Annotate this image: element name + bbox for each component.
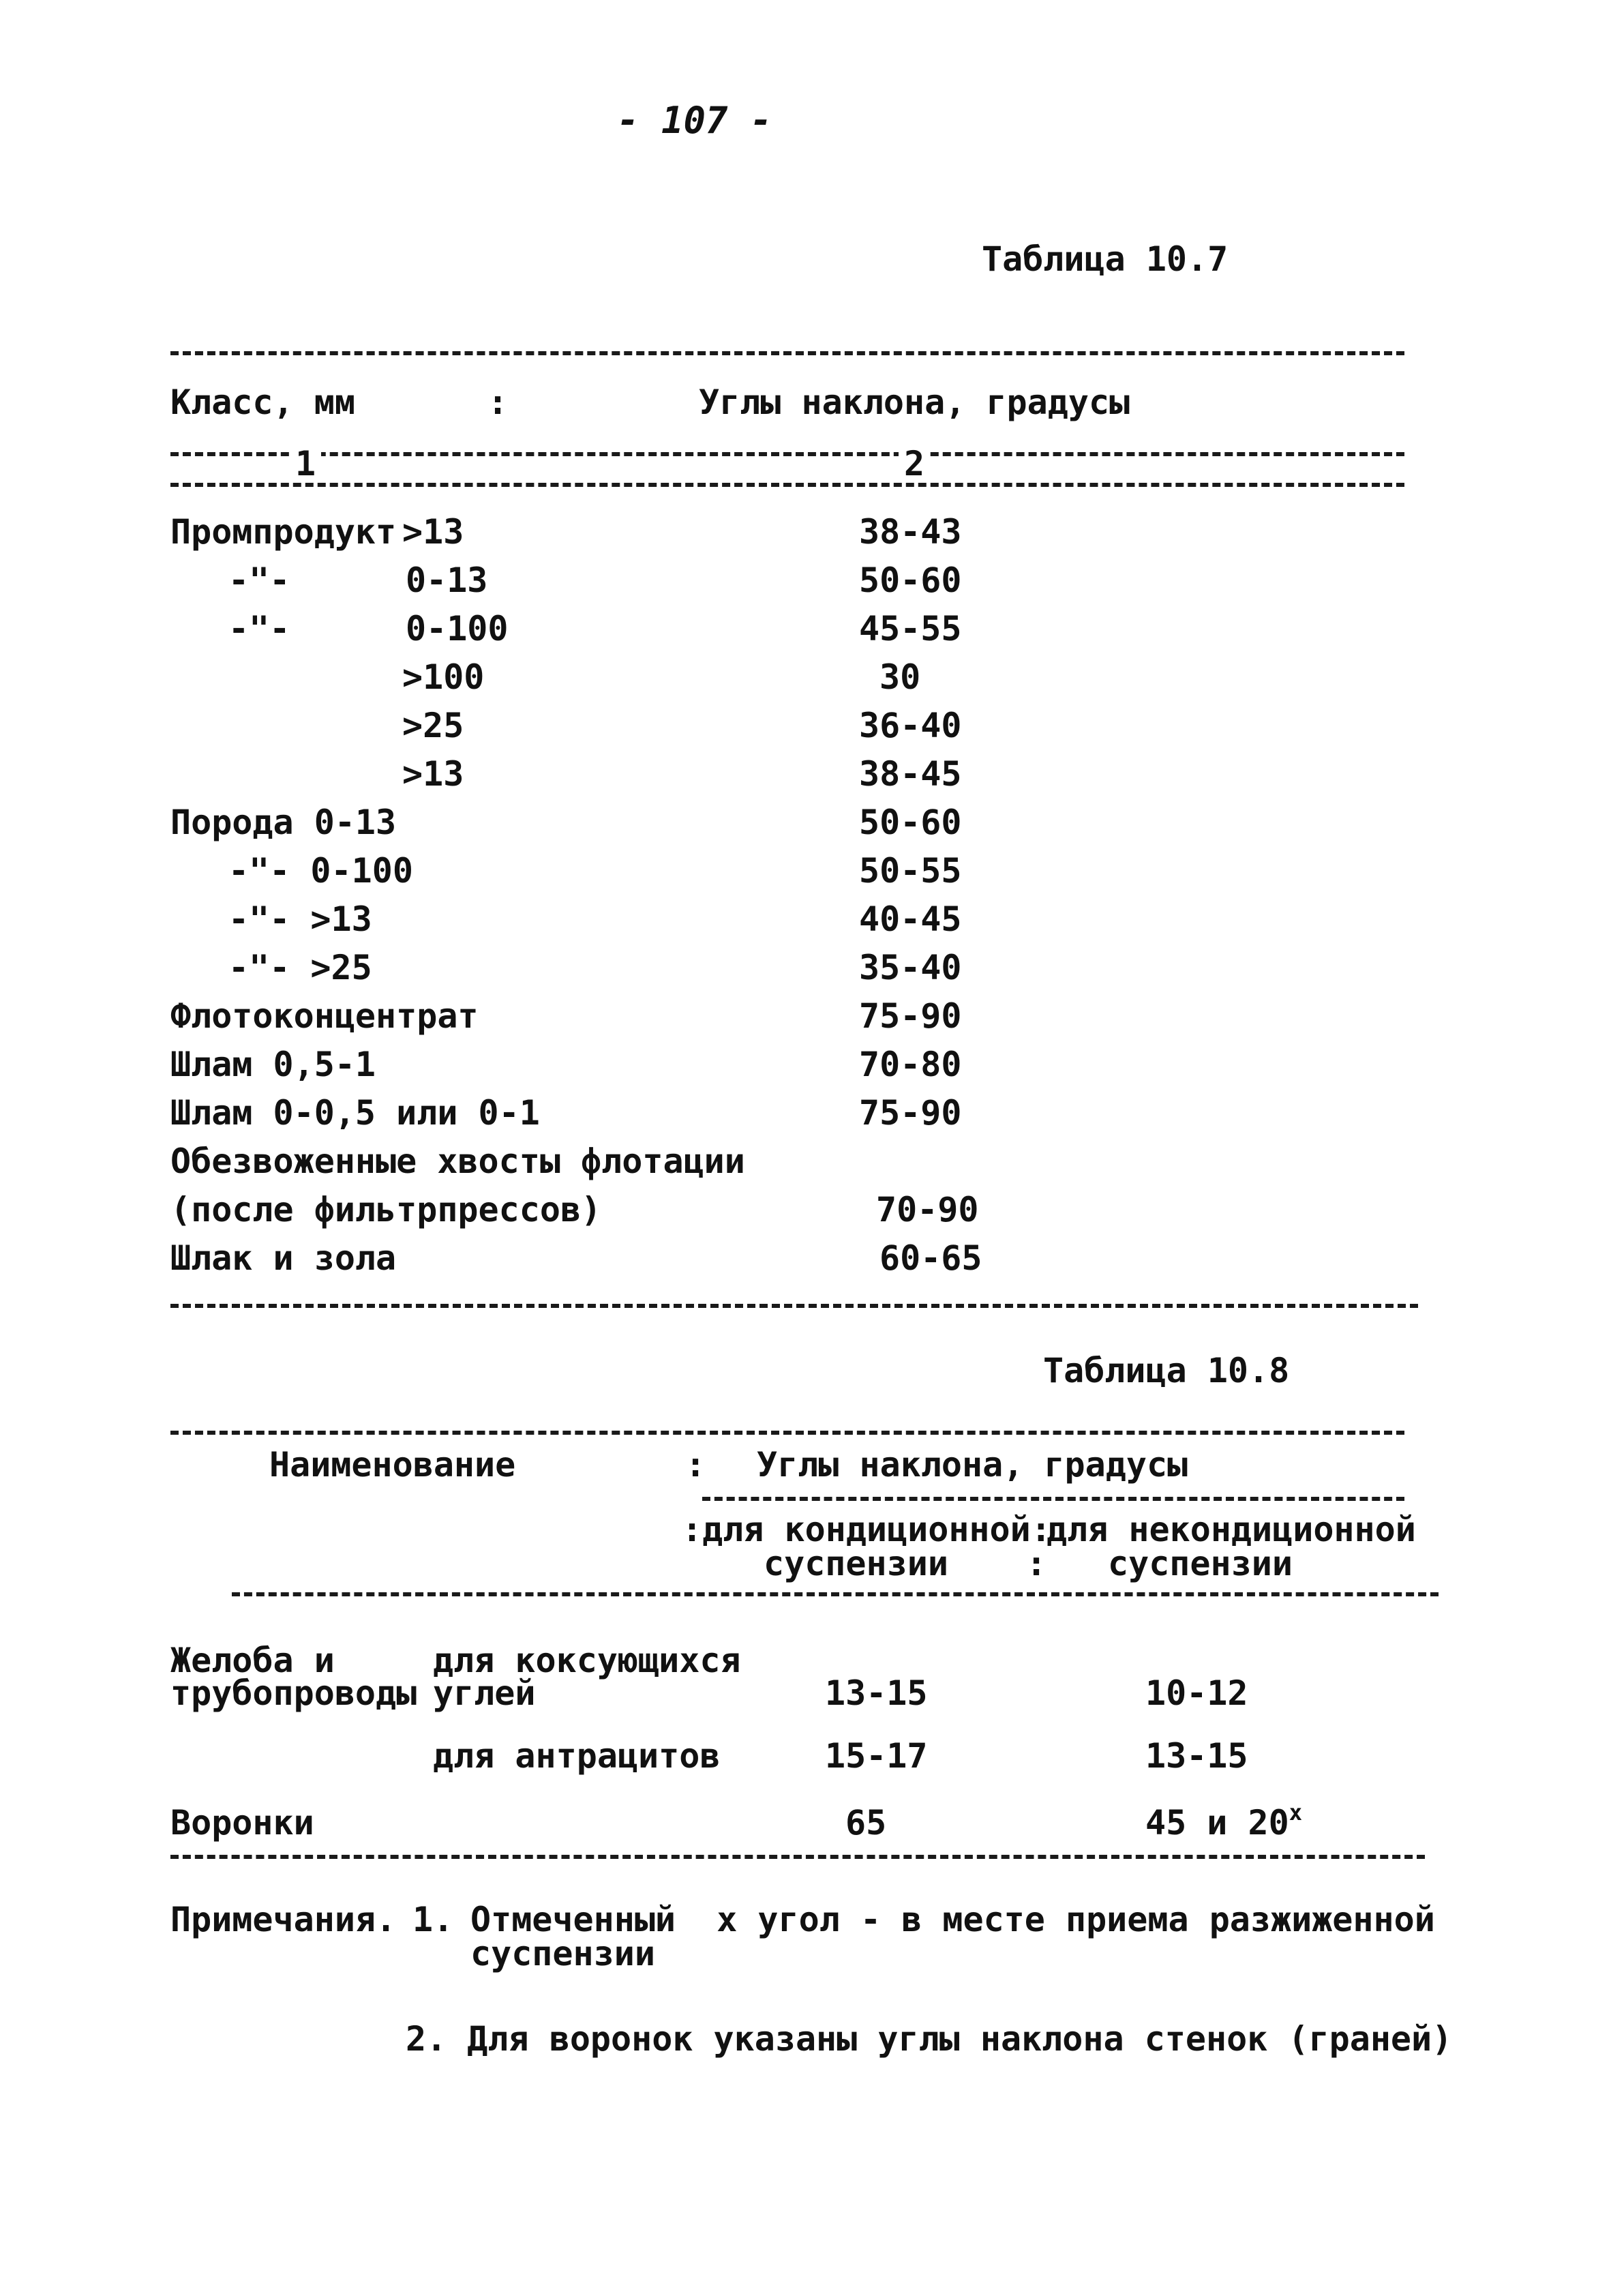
table-10-7-col1-number: 1 [290, 447, 321, 481]
table-10-7-top-rule [170, 351, 1404, 355]
row-angle: 30 [879, 657, 921, 697]
table-10-8-sub1-line1: :для кондиционной: [682, 1510, 1051, 1549]
table-10-7-caption: Таблица 10.7 [982, 239, 1229, 279]
row-angle: 50-55 [859, 851, 962, 891]
table-10-8-header-separator: : [685, 1445, 706, 1485]
row-class: 0-13 [406, 561, 488, 600]
row-name: Шлак и зола [170, 1238, 397, 1278]
row-value-unconditioned: 10-12 [1145, 1673, 1248, 1713]
value-text: 45 и 20 [1145, 1803, 1289, 1843]
row-angle: 38-43 [859, 512, 962, 552]
table-10-8-caption: Таблица 10.8 [1043, 1351, 1290, 1390]
row-name: -"- [228, 561, 290, 600]
row-class: >25 [402, 706, 464, 745]
row-angle: 45-55 [859, 609, 962, 648]
row-value-unconditioned: 13-15 [1145, 1736, 1248, 1776]
row-name-cont: трубопроводы [170, 1673, 417, 1713]
row-angle: 35-40 [859, 948, 962, 987]
table-10-7-bottom-rule [170, 1304, 1418, 1308]
footnote-mark: x [1289, 1800, 1302, 1825]
table-10-8-col1-header: Наименование [269, 1445, 516, 1485]
notes-label: Примечания. [170, 1900, 397, 1939]
row-class: >13 [402, 754, 464, 794]
row-value-conditioned: 15-17 [825, 1736, 928, 1776]
row-value-unconditioned [1145, 1800, 1302, 1843]
row-value-conditioned: 65 [845, 1803, 887, 1843]
row-sub: для антрацитов [433, 1736, 721, 1776]
row-angle: 60-65 [879, 1238, 982, 1278]
row-name: -"- 0-100 [228, 851, 413, 891]
table-10-7-col2-number: 2 [899, 447, 930, 481]
note-1-number: 1. [412, 1900, 454, 1939]
row-name: Флотоконцентрат [170, 996, 479, 1036]
row-name: -"- >13 [228, 899, 372, 939]
table-10-7-header-separator: : [487, 383, 509, 422]
row-angle: 70-90 [876, 1190, 979, 1229]
row-class: >100 [402, 657, 485, 697]
row-angle: 75-90 [859, 1093, 962, 1133]
table-10-7-header-rule-lower [170, 483, 1404, 487]
row-angle: 50-60 [859, 561, 962, 600]
row-class: >13 [402, 512, 464, 552]
row-sub-cont: углей [433, 1673, 536, 1713]
row-angle: 38-45 [859, 754, 962, 794]
table-10-8-sub1-line2: суспензии [764, 1544, 948, 1583]
row-name: Обезвоженные хвосты флотации [170, 1142, 745, 1181]
row-class: 0-100 [406, 609, 509, 648]
row-name: -"- [228, 609, 290, 648]
table-10-8-col2-header: Углы наклона, градусы [757, 1445, 1188, 1485]
row-angle: 36-40 [859, 706, 962, 745]
row-name: Воронки [170, 1803, 314, 1843]
row-name: -"- >25 [228, 948, 372, 987]
row-name: (после фильтрпрессов) [170, 1190, 602, 1229]
row-sub: для коксующихся [433, 1641, 741, 1680]
table-10-8-sub2-line2: суспензии [1108, 1544, 1293, 1583]
row-angle: 75-90 [859, 996, 962, 1036]
table-10-8-sub-separator: : [1026, 1544, 1047, 1583]
row-name: Промпродукт [170, 512, 397, 552]
table-10-8-top-rule [170, 1431, 1404, 1435]
page-number: - 107 - [617, 99, 772, 142]
table-10-7-header-rule-upper [170, 452, 1404, 456]
row-angle: 70-80 [859, 1045, 962, 1084]
note-2: 2. Для воронок указаны углы наклона стенок (граней) [406, 2019, 1453, 2059]
table-10-7-col2-header: Углы наклона, градусы [699, 383, 1130, 422]
table-10-8-subheader-rule [702, 1497, 1404, 1501]
table-10-8-header-rule [232, 1592, 1439, 1596]
row-name: Порода 0-13 [170, 803, 397, 842]
note-1-line2: суспензии [470, 1934, 655, 1973]
table-10-8-sub2-line1: для некондиционной [1047, 1510, 1416, 1549]
note-1-line1: Отмеченный x угол - в месте приема разжиженной [470, 1900, 1435, 1939]
row-angle: 50-60 [859, 803, 962, 842]
row-value-conditioned: 13-15 [825, 1673, 928, 1713]
table-10-8-bottom-rule [170, 1855, 1425, 1859]
row-name: Шлам 0-0,5 или 0-1 [170, 1093, 540, 1133]
row-name: Шлам 0,5-1 [170, 1045, 376, 1084]
row-angle: 40-45 [859, 899, 962, 939]
table-10-7-col1-header: Класс, мм [170, 383, 355, 422]
row-name: Желоба и [170, 1641, 335, 1680]
